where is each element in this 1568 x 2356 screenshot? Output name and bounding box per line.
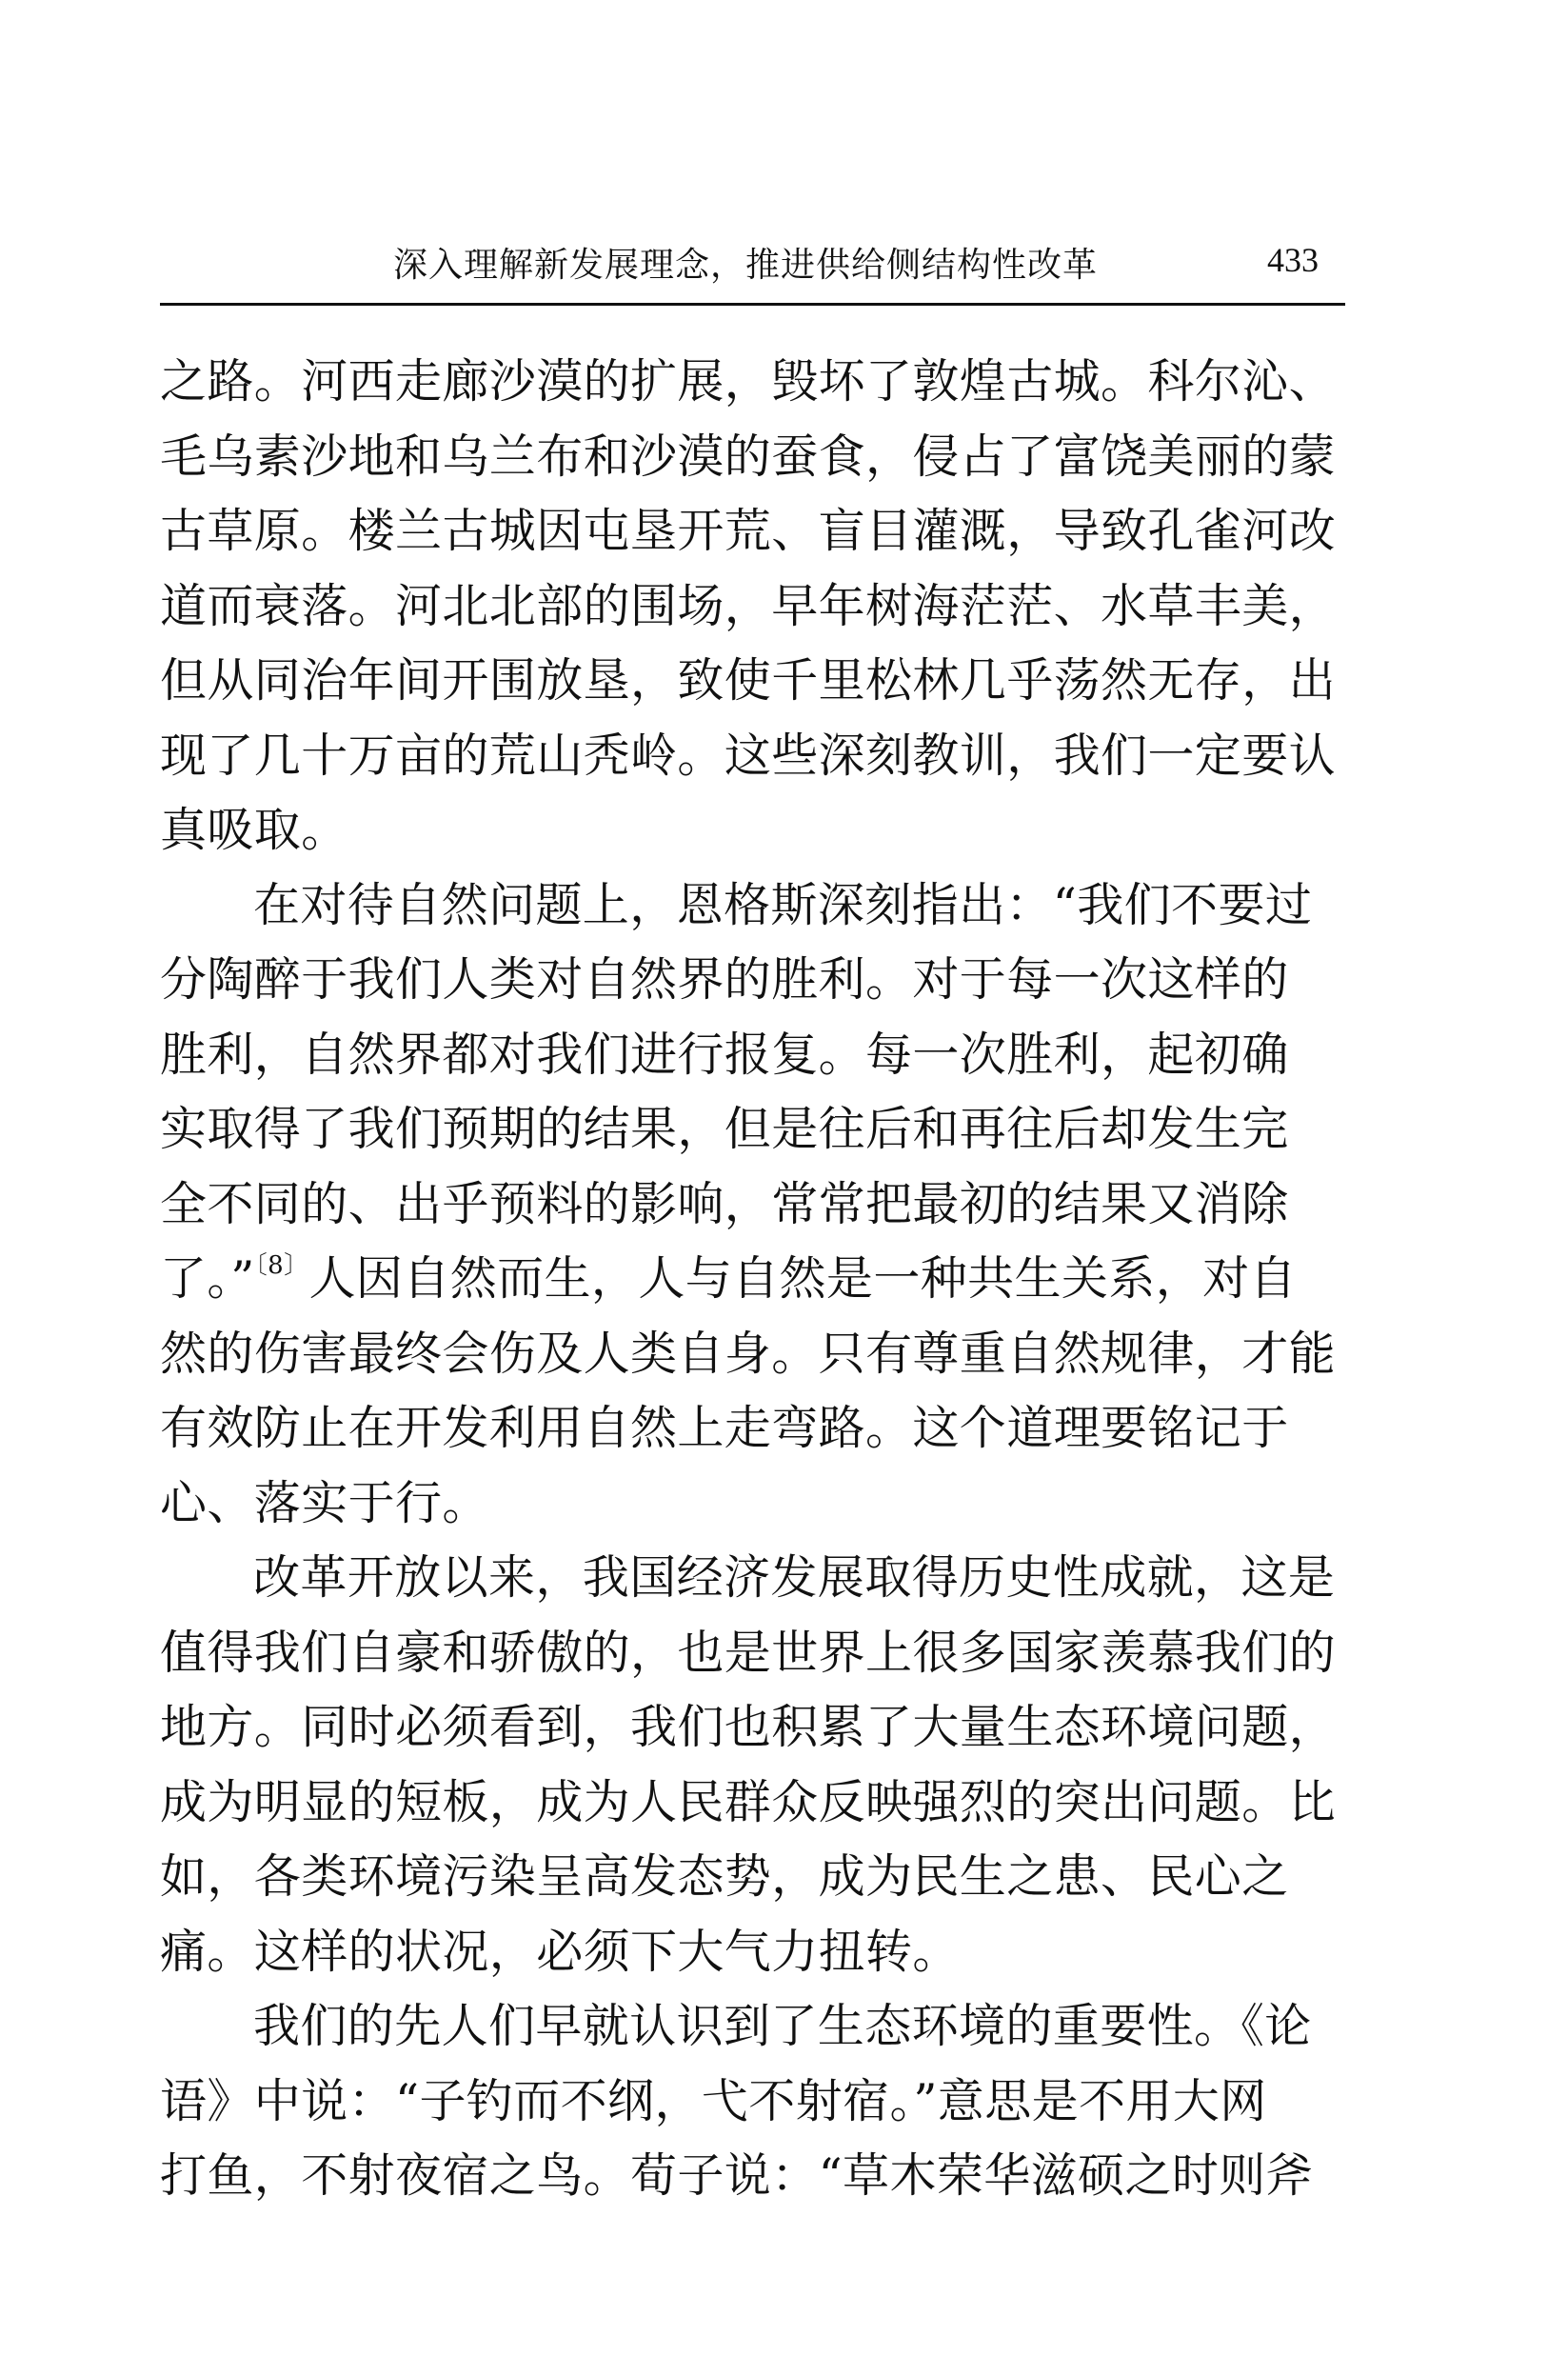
text-line: 但从同治年间开围放垦，致使千里松林几乎荡然无存，出 xyxy=(160,653,1337,708)
paragraph-first-line: 改革开放以来，我国经济发展取得历史性成就，这是 xyxy=(253,1550,1336,1605)
text-line: 痛。这样的状况，必须下大气力扭转。 xyxy=(160,1924,960,1979)
text-line: 有效防止在开发利用自然上走弯路。这个道理要铭记于 xyxy=(160,1401,1289,1455)
page-number: 433 xyxy=(1267,241,1319,279)
text-line: 如，各类环境污染呈高发态势，成为民生之患、民心之 xyxy=(160,1849,1289,1904)
text-line: 然的伤害最终会伤及人类自身。只有尊重自然规律，才能 xyxy=(160,1326,1337,1381)
text-line: 成为明显的短板，成为人民群众反映强烈的突出问题。比 xyxy=(160,1774,1337,1829)
text-line: 分陶醉于我们人类对自然界的胜利。对于每一次这样的 xyxy=(160,952,1289,1007)
text-line: 值得我们自豪和骄傲的，也是世界上很多国家羡慕我们的 xyxy=(160,1625,1337,1680)
text-line: 现了几十万亩的荒山秃岭。这些深刻教训，我们一定要认 xyxy=(160,728,1337,783)
text-line: 胜利，自然界都对我们进行报复。每一次胜利，起初确 xyxy=(160,1027,1289,1082)
text-line: 语》中说：“子钓而不纲，弋不射宿。”意思是不用大网 xyxy=(160,2073,1267,2128)
text-line: 古草原。楼兰古城因屯垦开荒、盲目灌溉，导致孔雀河改 xyxy=(160,504,1337,558)
text-line: 毛乌素沙地和乌兰布和沙漠的蚕食，侵占了富饶美丽的蒙 xyxy=(160,429,1337,484)
header-rule xyxy=(160,303,1345,306)
quote-end-text: 了。” xyxy=(160,1251,255,1306)
text-line: 实取得了我们预期的结果，但是往后和再往后却发生完 xyxy=(160,1102,1289,1156)
text-line: 全不同的、出乎预料的影响，常常把最初的结果又消除 xyxy=(160,1176,1289,1231)
text-line-with-reference xyxy=(160,1242,1345,1317)
text-line: 真吸取。 xyxy=(160,803,348,857)
running-title: 深入理解新发展理念，推进供给侧结构性改革 xyxy=(393,246,1099,285)
text-line: 地方。同时必须看到，我们也积累了大量生态环境问题， xyxy=(160,1700,1337,1754)
continuation-text: 人因自然而生，人与自然是一种共生关系，对自 xyxy=(308,1251,1297,1306)
footnote-reference: 〔8〕 xyxy=(254,1251,309,1280)
text-line: 之路。河西走廊沙漠的扩展，毁坏了敦煌古城。科尔沁、 xyxy=(160,354,1337,409)
text-line: 心、落实于行。 xyxy=(160,1475,489,1530)
paragraph-first-line: 在对待自然问题上，恩格斯深刻指出：“我们不要过 xyxy=(253,877,1313,932)
body-text xyxy=(160,345,1345,2214)
paragraph-first-line: 我们的先人们早就认识到了生态环境的重要性。《论 xyxy=(253,1999,1312,2053)
page-header xyxy=(160,236,1345,293)
text-line: 道而衰落。河北北部的围场，早年树海茫茫、水草丰美， xyxy=(160,578,1337,633)
text-line: 打鱼，不射夜宿之鸟。荀子说：“草木荣华滋硕之时则斧 xyxy=(160,2148,1314,2203)
